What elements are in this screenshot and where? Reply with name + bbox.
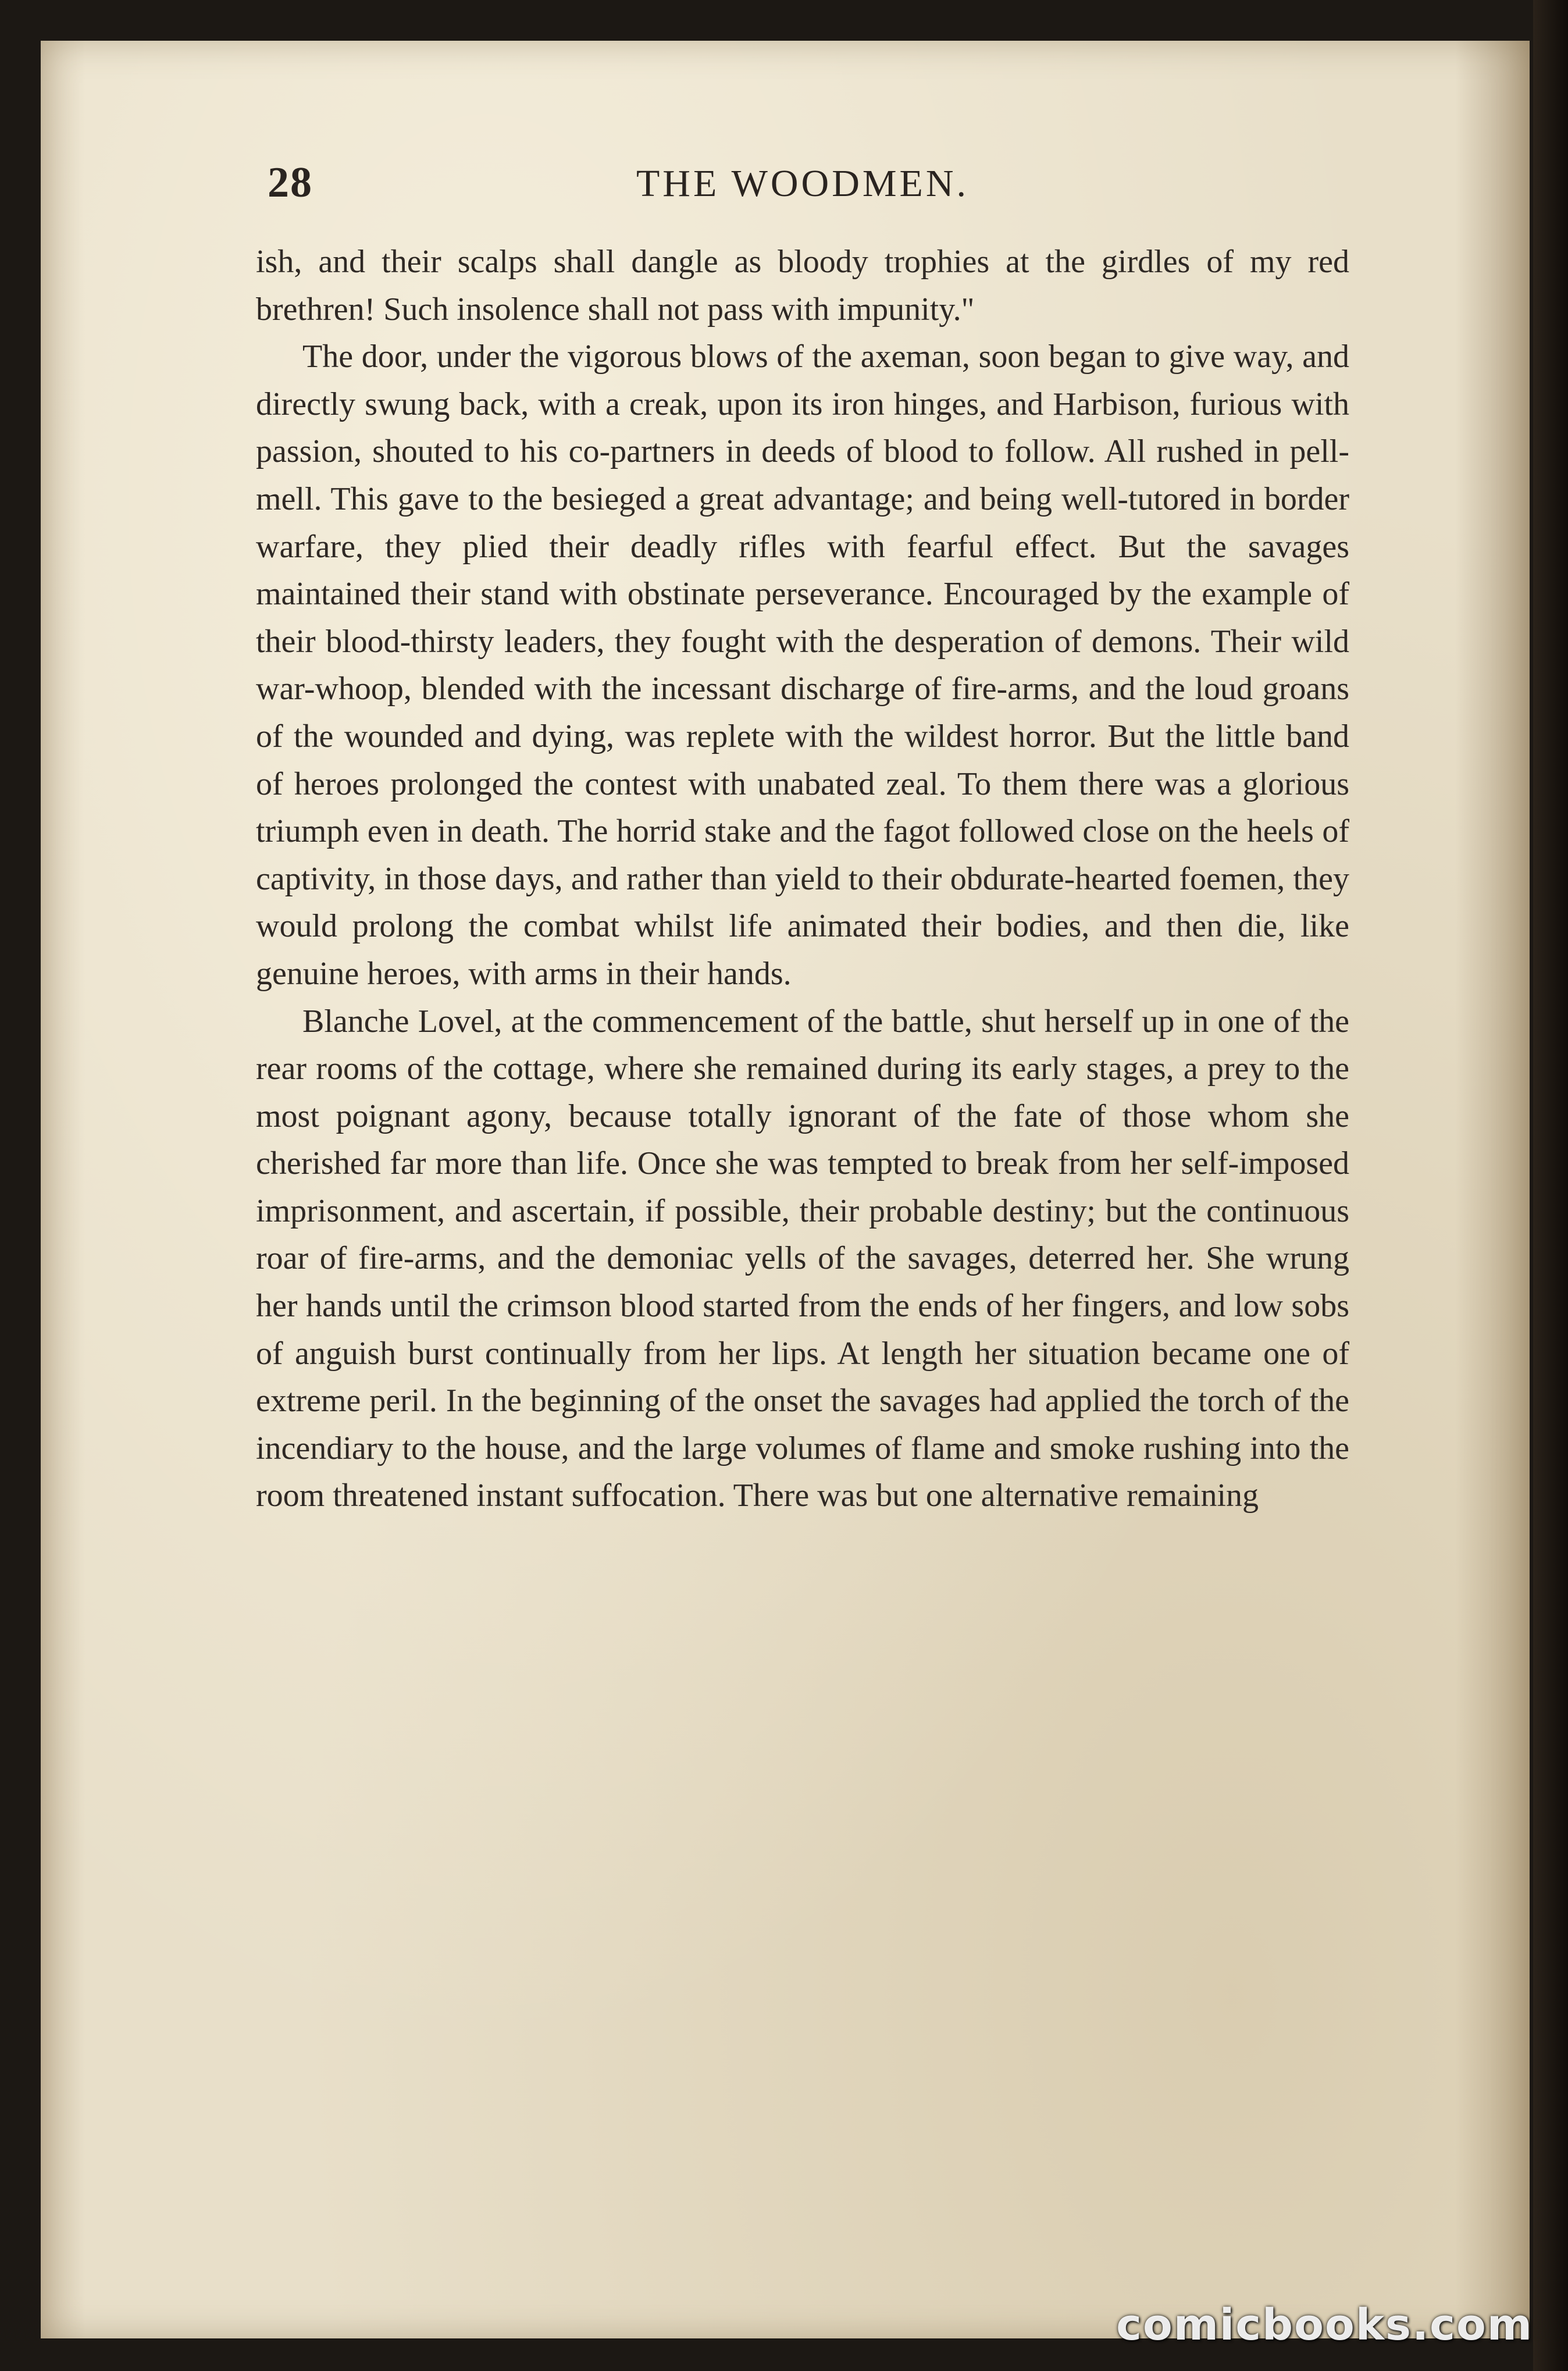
book-spine-edge — [1533, 0, 1568, 2371]
paragraph-2: The door, under the vigorous blows of the axeman, soon began to give way, and directly swung back, with a creak, upon its iron hinges, and Harbison, furious with passion, shouted to his co-partners in deeds of blood to follow. All rushed in pell-mell. This gave to the besieged a great advantage; and being well-tutored in border warfare, they plied their deadly rifles with fearful effect. But the savages maintained their stand with obstinate perseverance. Encouraged by the example of their blood-thirsty leaders, they fought with the desperation of demons. Their wild war-whoop, blended with the incessant discharge of fire-arms, and the loud groans of the wounded and dying, was replete with the wildest horror. But the little band of heroes prolonged the contest with unabated zeal. To them there was a glorious triumph even in death. The horrid stake and the fagot followed close on the heels of captivity, in those days, and rather than yield to their obdurate-hearted foemen, they would prolong the combat whilst life animated their bodies, and then die, like genuine heroes, with arms in their hands. — [256, 339, 1349, 992]
page-number: 28 — [268, 159, 313, 207]
page-header — [227, 158, 1378, 222]
running-title: THE WOODMEN. — [636, 162, 970, 205]
watermark: comicbooks.com — [1116, 2300, 1533, 2350]
body-text — [256, 238, 1349, 1520]
paragraph-1: ish, and their scalps shall dangle as bloody trophies at the girdles of my red brethren! Such insolence shall not pass with impunity." — [256, 244, 1349, 327]
paragraph-3: Blanche Lovel, at the commencement of the battle, shut herself up in one of the rear rooms of the cottage, where she remained during its early stages, a prey to the most poignant agony, because totally ignorant of the fate of those whom she cherished far more than life. Once she was tempted to break from her self-imposed imprisonment, and ascertain, if possible, their probable destiny; but the continuous roar of fire-arms, and the demoniac yells of the savages, deterred her. She wrung her hands until the crimson blood started from the ends of her fingers, and low sobs of anguish burst continually from her lips. At length her situation became one of extreme peril. In the beginning of the onset the savages had applied the torch of the incendiary to the house, and the large volumes of flame and smoke rushing into the room threatened instant suffocation. There was but one alternative remaining — [256, 1003, 1349, 1514]
